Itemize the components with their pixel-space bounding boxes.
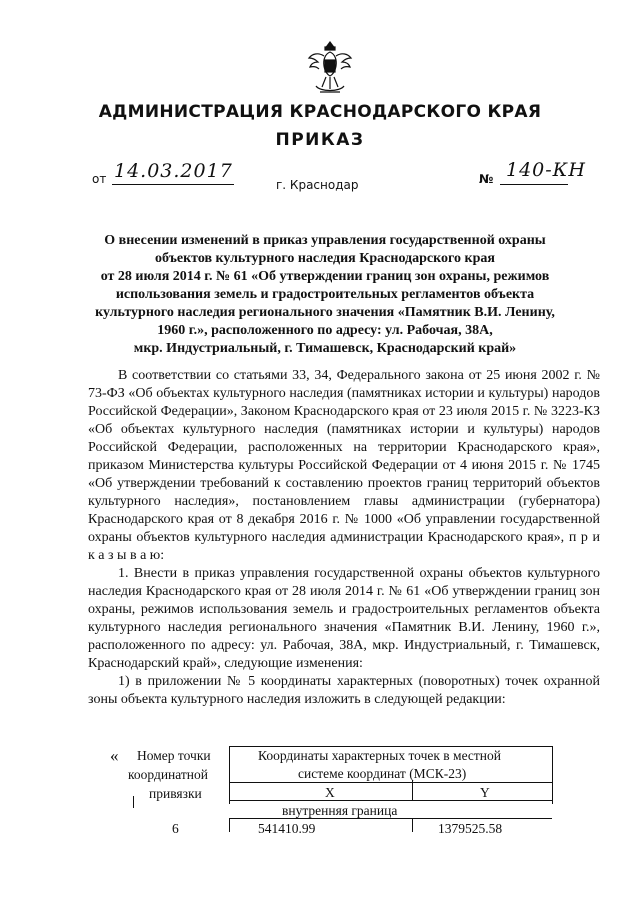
preamble-paragraph — [88, 367, 600, 565]
row-point-number: 6 — [172, 821, 179, 836]
preamble-text: В соответствии со статьями 33, 34, Федерального закона от 25 июня 2002 г. № 73-ФЗ «Об объектах культурного наследия (памятниках истории и культуры) народов Российской Федерации», Законом Краснодарского края от 23 июля 2015 г. № 3223-КЗ «Об объектах культурного наследия (памятниках истории и культуры) народов Российской Федерации, расположенных на территории Краснодарского края», приказом Министерства культуры Российской Федерации от 4 июня 2015 г. № 1745 «Об утверждении требований к составлению проектов границ территорий объектов культурного наследия», постановлением главы администрации (губернатора) Краснодарского края от 8 декабря 2016 г. № 1000 «Об управлении государственной охраны объектов культурного наследия администрации Краснодарского края», — [88, 368, 600, 545]
document-body — [88, 367, 600, 709]
col1-header-line: Номер точки — [137, 748, 211, 763]
number-label: № — [479, 172, 494, 186]
city-name: г. Краснодар — [276, 178, 359, 192]
y-column-header: Y — [480, 785, 490, 800]
date-number-line — [0, 160, 640, 190]
title-line: объектов культурного наследия Краснодарского края — [155, 251, 495, 266]
document-title — [82, 232, 568, 358]
title-line: использования земель и градостроительных регламентов объекта — [115, 287, 535, 302]
title-line: от 28 июля 2014 г. № 61 «Об утверждении границ зон охраны, режимов — [100, 269, 550, 284]
table-horizontal-rule — [229, 782, 552, 783]
order-word: п р и к а з ы в а ю: — [88, 530, 601, 563]
handwritten-number: 140-КН — [506, 159, 586, 181]
table-horizontal-rule — [229, 818, 552, 819]
table-vertical-rule — [133, 796, 134, 808]
item-1-paragraph: 1. Внести в приказ управления государственной охраны объектов культурного наследия Краснодарского края от 28 июля 2014 г. № 61 «Об утверждении границ зон охраны, режимов использования земель и градостроительных регламентов объекта культурного наследия регионального значения «Памятник В.И. Ленину, 1960 г.», расположенного по адресу: ул. Рабочая, 38А, мкр. Индустриальный, г. Тимашевск, Краснодарский край», следующие изменения: — [88, 566, 600, 671]
table-vertical-rule — [229, 818, 230, 832]
col1-header-line: координатной — [128, 767, 209, 782]
opening-quote: « — [110, 746, 119, 765]
item-1-1-paragraph: 1) в приложении № 5 координаты характерных (поворотных) точек охранной зоны объекта культурного наследия изложить в следующей редакции: — [88, 674, 600, 707]
table-vertical-rule — [552, 746, 553, 804]
col2-header-line: Координаты характерных точек в местной — [258, 748, 502, 763]
table-horizontal-rule — [229, 746, 552, 747]
handwritten-date: 14.03.2017 — [114, 160, 233, 182]
title-line: О внесении изменений в приказ управления государственной охраны — [104, 233, 546, 248]
title-line: мкр. Индустриальный, г. Тимашевск, Краснодарский край» — [133, 341, 517, 356]
coat-of-arms-emblem — [306, 40, 354, 98]
title-line: культурного наследия регионального значения «Памятник В.И. Ленину, — [95, 305, 555, 320]
row-x-value: 541410.99 — [258, 821, 316, 836]
date-from-label: от — [92, 172, 107, 186]
col1-header-line: привязки — [149, 786, 202, 801]
organization-name: АДМИНИСТРАЦИЯ КРАСНОДАРСКОГО КРАЯ — [98, 102, 542, 122]
x-column-header: X — [325, 785, 335, 800]
number-underline — [500, 184, 568, 185]
table-horizontal-rule — [229, 800, 552, 801]
table-vertical-rule — [412, 818, 413, 832]
col2-header-line: системе координат (МСК-23) — [298, 766, 467, 781]
date-underline — [112, 184, 234, 185]
table-vertical-rule — [412, 780, 413, 800]
title-line: 1960 г.», расположенного по адресу: ул. Рабочая, 38А, — [157, 323, 493, 338]
section-label: внутренняя граница — [282, 803, 398, 818]
document-type: ПРИКАЗ — [275, 130, 365, 150]
row-y-value: 1379525.58 — [438, 821, 503, 836]
table-vertical-rule — [229, 746, 230, 804]
